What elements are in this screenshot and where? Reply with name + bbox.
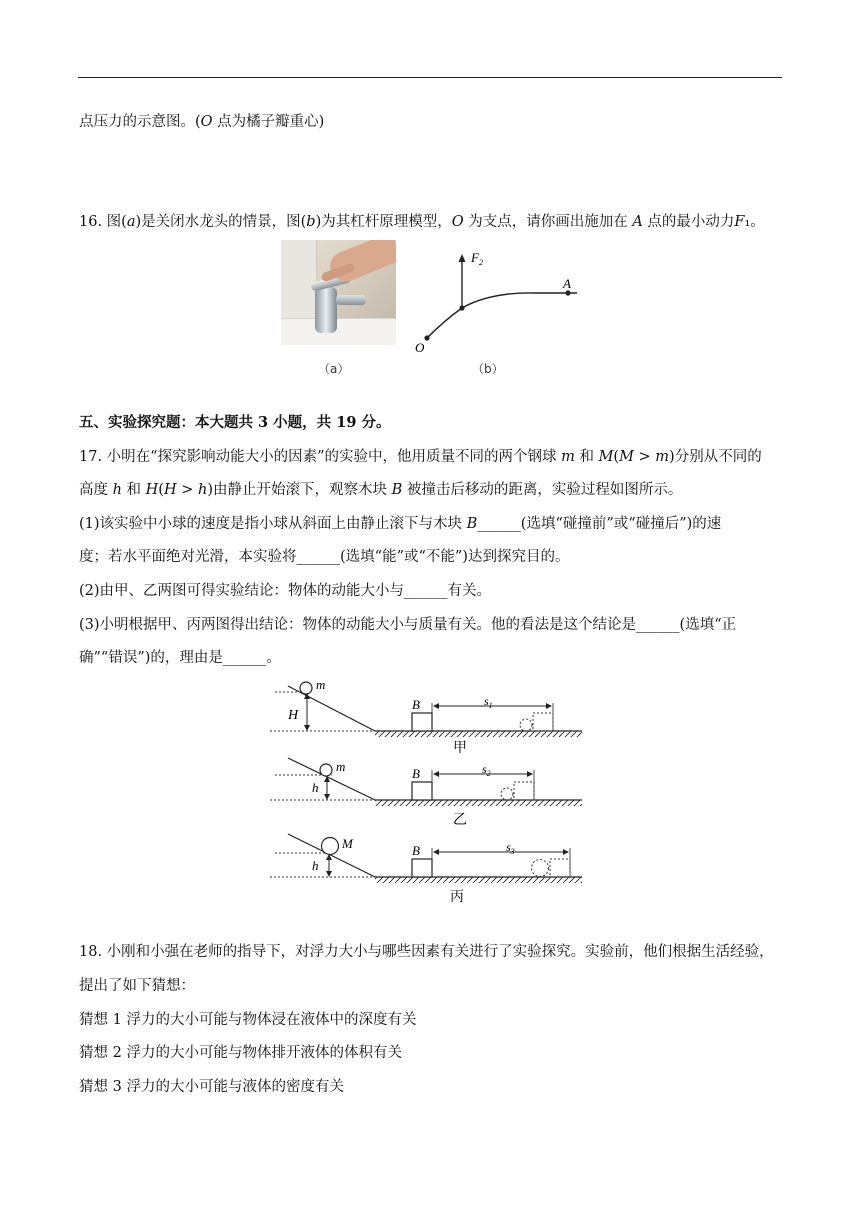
svg-text:h: h <box>312 780 319 795</box>
block-B <box>412 859 432 877</box>
pivot-point-O <box>424 335 429 340</box>
svg-text:h: h <box>312 858 319 873</box>
panel-yi <box>270 758 582 828</box>
question-17-part-2: (2)由甲、乙两图可得实验结论：物体的动能大小与______有关。 <box>79 583 492 599</box>
panel-bing <box>270 834 582 905</box>
svg-text:B: B <box>412 843 420 858</box>
question-18-line-2: 提出了如下猜想： <box>79 978 195 994</box>
svg-text:s1: $s_1$ <box>484 694 493 710</box>
ball-m <box>300 682 312 694</box>
svg-text:M: M <box>342 836 353 851</box>
caption-a: （a） <box>318 362 350 376</box>
svg-text:乙: 乙 <box>453 813 467 828</box>
lever-curve <box>427 293 577 338</box>
svg-text:m: m <box>336 759 346 774</box>
svg-text:B: B <box>412 697 420 712</box>
point-A <box>565 290 570 295</box>
caption-b: （b） <box>472 362 504 376</box>
label-A: A <box>563 276 571 291</box>
question-17-line-1: 17. 小明在“探究影响动能大小的因素”的实验中，他用质量不同的两个钢球 𝑚 和 𝑀(𝑀 > 𝑚)分别从不同的 <box>79 449 762 465</box>
guess-2: 猜想 2 浮力的大小可能与物体排开液体的体积有关 <box>79 1045 402 1061</box>
block-B <box>412 713 432 731</box>
question-17-part-3-line-1: (3)小明根据甲、丙两图得出结论：物体的动能大小与质量有关。他的看法是这个结论是______(选填“正 <box>79 617 737 633</box>
svg-text:甲: 甲 <box>453 741 467 756</box>
question-17-part-3-line-2: 确”“错误”)的，理由是______。 <box>79 650 281 666</box>
text-line-pressure: 点压力的示意图。(𝑂 点为橘子瓣重心) <box>79 114 325 130</box>
ball-M <box>322 838 339 855</box>
question-16: 16. 图(𝑎)是关闭水龙头的情景，图(𝑏)为其杠杆原理模型，𝑂 为支点，请你画出施加在 𝐴 点的最小动力𝐹₁。 <box>79 214 765 230</box>
svg-text:s2: $s_2$ <box>482 762 491 778</box>
header-rule <box>78 77 782 78</box>
kinetic-energy-experiment-figure <box>270 672 590 912</box>
svg-text:B: B <box>412 766 420 781</box>
svg-text:H: H <box>288 708 299 723</box>
panel-jia <box>270 677 582 756</box>
label-F2: $F_2$ <box>471 250 483 267</box>
question-17-part-1-line-1: (1)该实验中小球的速度是指小球从斜面上由静止滚下与木块 𝐵______(选填“碰撞前”或“碰撞后”)的速 <box>79 516 722 532</box>
question-17-part-1-line-2: 度；若水平面绝对光滑，本实验将______(选填“能”或“不能”)达到探究目的。 <box>79 549 570 565</box>
question-17-line-2: 高度 ℎ 和 𝐻(𝐻 > ℎ)由静止开始滚下，观察木块 𝐵 被撞击后移动的距离，实验过程如图所示。 <box>79 482 683 498</box>
guess-3: 猜想 3 浮力的大小可能与液体的密度有关 <box>79 1079 344 1095</box>
guess-1: 猜想 1 浮力的大小可能与物体浸在液体中的深度有关 <box>79 1012 417 1028</box>
section-5-title: 五、实验探究题：本大题共 3 小题，共 19 分。 <box>79 414 391 431</box>
faucet-photo <box>281 240 396 345</box>
arrow-head-icon <box>459 254 466 262</box>
ball-m <box>320 764 332 776</box>
svg-text:m: m <box>316 677 326 692</box>
svg-text:s3: $s_3$ <box>506 840 515 856</box>
block-B <box>412 782 432 800</box>
label-O: O <box>415 340 425 355</box>
question-18-line-1: 18. 小刚和小强在老师的指导下，对浮力大小与哪些因素有关进行了实验探究。实验前，他们根据生活经验， <box>79 944 774 960</box>
svg-text:丙: 丙 <box>450 890 464 905</box>
